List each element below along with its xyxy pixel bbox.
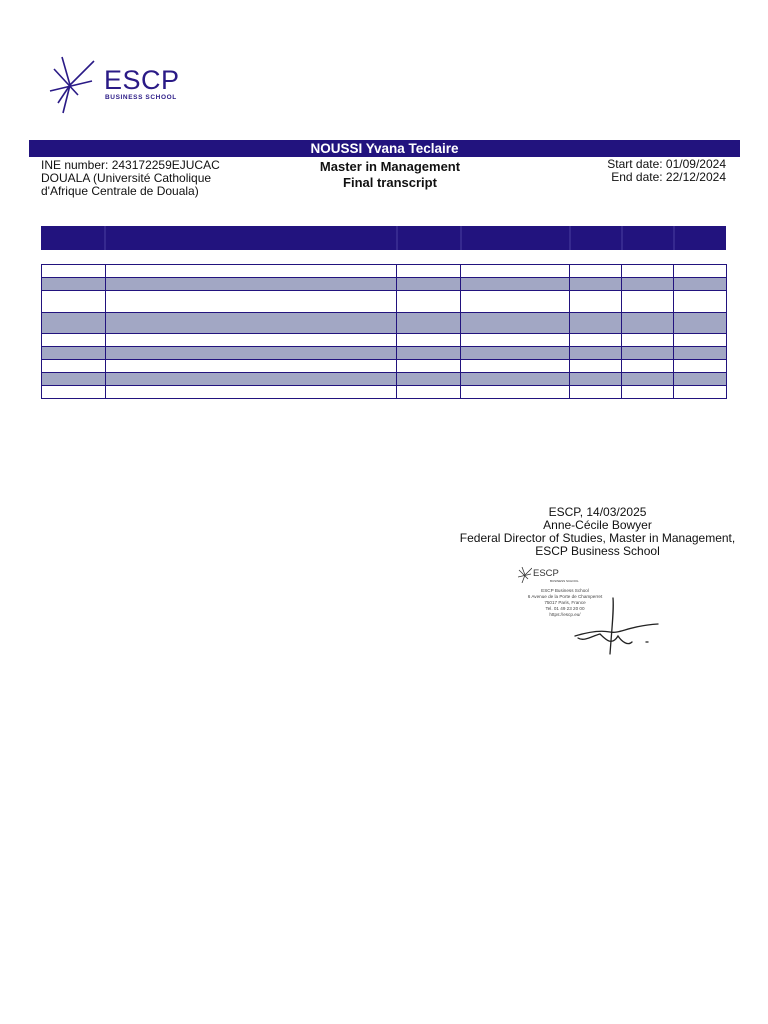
signer-role: Federal Director of Studies, Master in Management, bbox=[459, 531, 736, 545]
signature-block bbox=[455, 506, 740, 558]
start-date: Start date: 01/09/2024 bbox=[607, 157, 726, 171]
logo-wordmark: ESCP bbox=[104, 65, 180, 95]
table-row bbox=[42, 347, 727, 360]
escp-star-icon bbox=[48, 55, 98, 115]
table-row bbox=[42, 386, 727, 399]
logo-subtitle: BUSINESS SCHOOL bbox=[105, 94, 177, 101]
stamp-line: Tel. 01 49 23 20 00 bbox=[545, 606, 585, 611]
ine-number: INE number: 243172259EJUCAC bbox=[41, 158, 220, 172]
stamp-logo-subtitle: BUSINESS SCHOOL bbox=[550, 579, 579, 583]
table-row bbox=[42, 265, 727, 278]
handwritten-signature bbox=[570, 596, 670, 658]
institution-line-1: DOUALA (Université Catholique bbox=[41, 171, 212, 185]
stamp-line: ESCP Business School bbox=[541, 588, 589, 593]
escp-logo bbox=[48, 55, 188, 115]
student-name-bar: NOUSSI Yvana Teclaire bbox=[29, 140, 740, 157]
student-info bbox=[41, 159, 251, 198]
table-header-bar bbox=[41, 226, 726, 250]
table-row bbox=[42, 334, 727, 347]
table-header-dividers bbox=[41, 226, 726, 250]
table-row bbox=[42, 373, 727, 386]
signer-organization: ESCP Business School bbox=[535, 544, 660, 558]
table-row bbox=[42, 291, 727, 313]
signer-name: Anne-Cécile Bowyer bbox=[543, 518, 652, 532]
table-row bbox=[42, 360, 727, 373]
table-row bbox=[42, 278, 727, 291]
stamp-line: 75017 Paris, France bbox=[544, 600, 586, 605]
stamp-line: 6 Avenue de la Porte de Champerret bbox=[527, 594, 603, 599]
end-date: End date: 22/12/2024 bbox=[611, 170, 726, 184]
program-title: Master in Management bbox=[319, 159, 461, 174]
program-title-block bbox=[290, 159, 490, 190]
transcript-title: Final transcript bbox=[343, 174, 437, 190]
program-dates bbox=[607, 158, 726, 184]
stamp-star-icon bbox=[518, 567, 532, 583]
transcript-table bbox=[41, 264, 727, 399]
table-row bbox=[42, 313, 727, 334]
stamp-logo-text: ESCP bbox=[533, 568, 559, 579]
stamp-line: https://escp.eu/ bbox=[549, 612, 581, 617]
place-date: ESCP, 14/03/2025 bbox=[548, 505, 647, 519]
institution-line-2: d'Afrique Centrale de Douala) bbox=[41, 184, 199, 198]
